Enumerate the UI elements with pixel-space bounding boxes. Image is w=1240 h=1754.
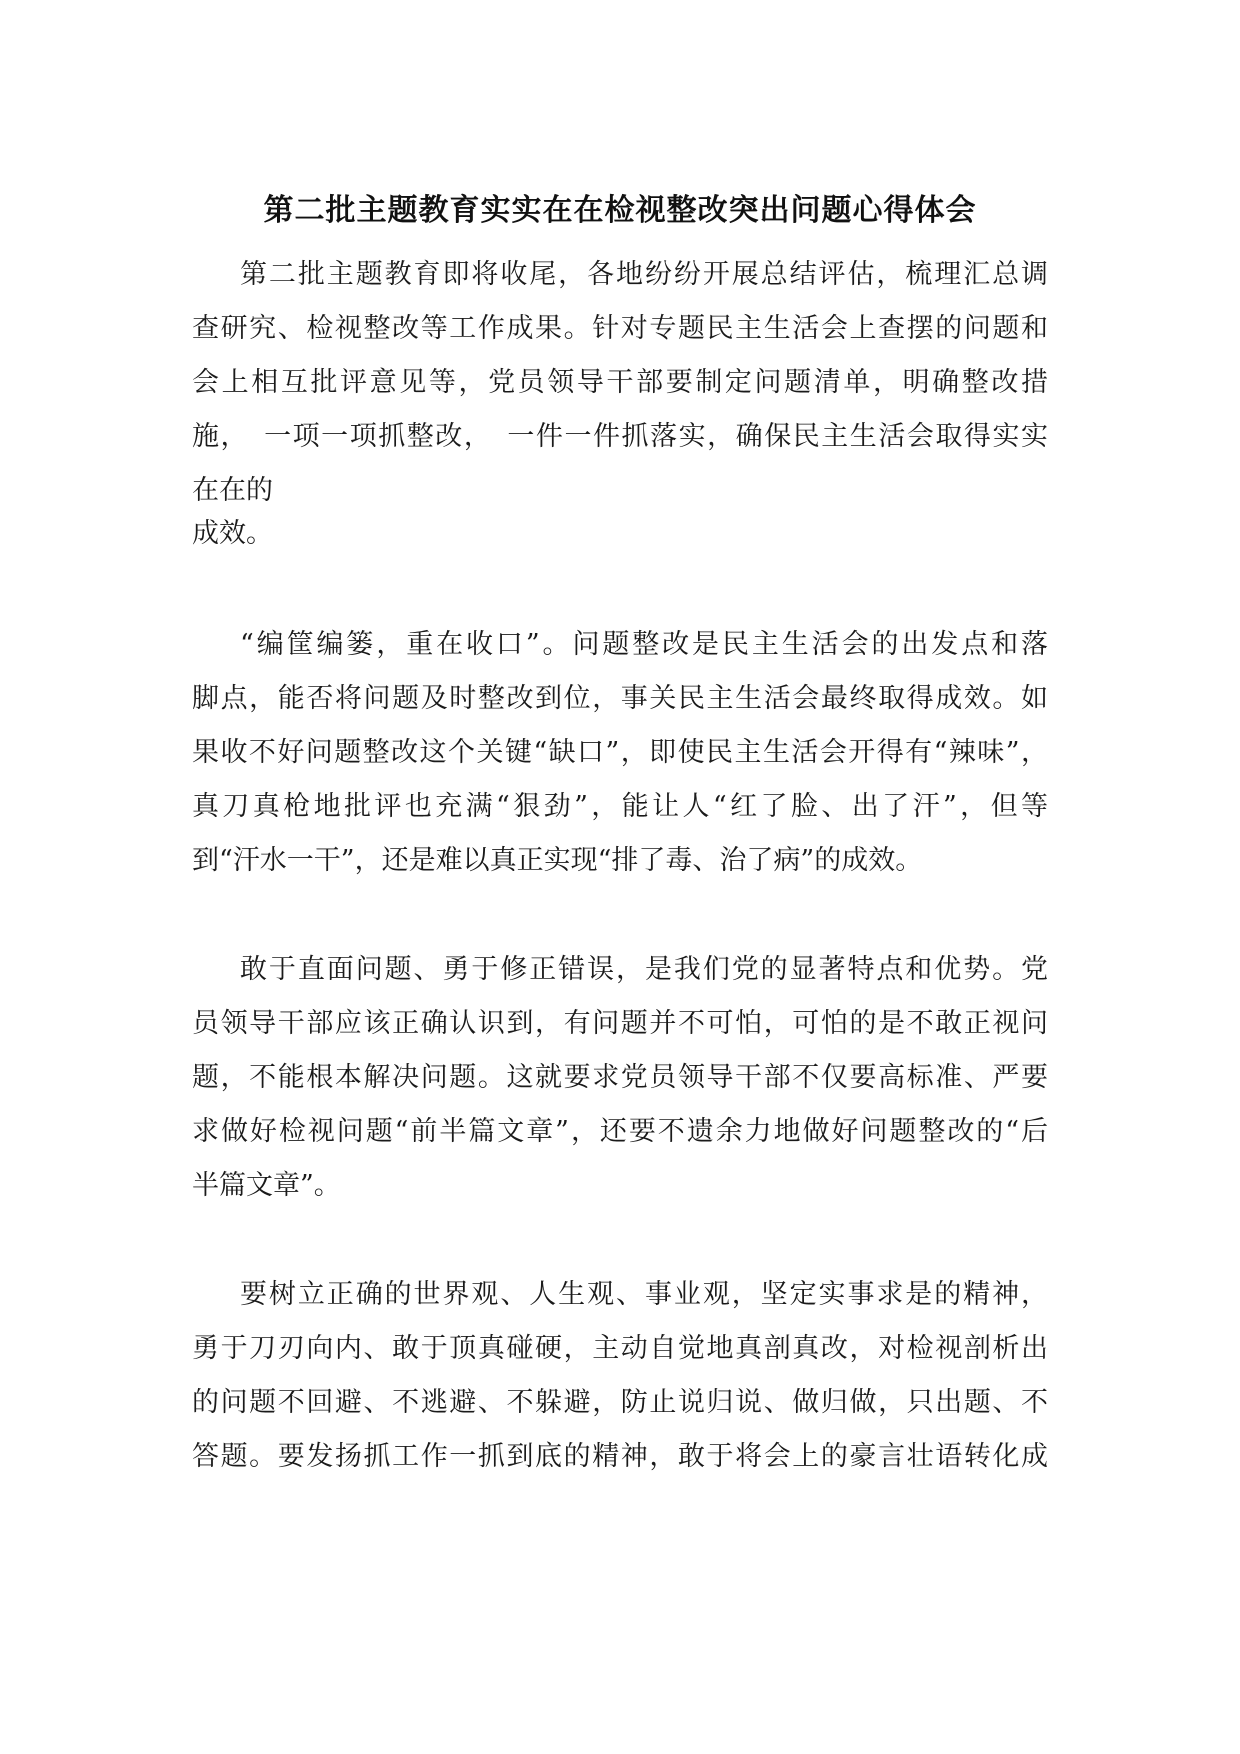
paragraph-1-line-5: 在在的 <box>192 475 273 506</box>
paragraph-4-line-3: 的问题不回避、不逃避、不躲避，防止说归说、做归做，只出题、不 <box>192 1387 1048 1418</box>
paragraph-4-line-4: 答题。要发扬抓工作一抓到底的精神，敢于将会上的豪言壮语转化成 <box>192 1441 1048 1472</box>
paragraph-2-line-2: 脚点，能否将问题及时整改到位，事关民主生活会最终取得成效。如 <box>192 683 1048 714</box>
paragraph-1-line-3: 会上相互批评意见等，党员领导干部要制定问题清单，明确整改措 <box>192 367 1048 398</box>
paragraph-2-line-5: 到“汗水一干”，还是难以真正实现“排了毒、治了病”的成效。 <box>192 845 923 876</box>
paragraph-2-line-4: 真刀真枪地批评也充满“狠劲”，能让人“红了脸、出了汗”，但等 <box>192 791 1048 822</box>
paragraph-3-line-4: 求做好检视问题“前半篇文章”，还要不遗余力地做好问题整改的“后 <box>192 1116 1048 1147</box>
paragraph-3-line-5: 半篇文章”。 <box>192 1170 341 1201</box>
paragraph-3-line-1: 敢于直面问题、勇于修正错误，是我们党的显著特点和优势。党 <box>240 954 1048 985</box>
paragraph-3-line-2: 员领导干部应该正确认识到，有问题并不可怕，可怕的是不敢正视问 <box>192 1008 1048 1039</box>
paragraph-3-line-3: 题，不能根本解决问题。这就要求党员领导干部不仅要高标准、严要 <box>192 1062 1048 1093</box>
document-title: 第二批主题教育实实在在检视整改突出问题心得体会 <box>263 193 977 228</box>
paragraph-4-line-1: 要树立正确的世界观、人生观、事业观，坚定实事求是的精神， <box>240 1279 1048 1310</box>
paragraph-1-line-4: 施， 一项一项抓整改， 一件一件抓落实，确保民主生活会取得实实 <box>192 421 1048 452</box>
paragraph-1-line-6: 成效。 <box>192 518 273 549</box>
paragraph-1-line-1: 第二批主题教育即将收尾，各地纷纷开展总结评估，梳理汇总调 <box>240 259 1048 290</box>
paragraph-2-line-3: 果收不好问题整改这个关键“缺口”，即使民主生活会开得有“辣味”， <box>192 737 1048 768</box>
paragraph-4-line-2: 勇于刀刃向内、敢于顶真碰硬，主动自觉地真剖真改，对检视剖析出 <box>192 1333 1048 1364</box>
paragraph-1-line-2: 查研究、检视整改等工作成果。针对专题民主生活会上查摆的问题和 <box>192 313 1048 344</box>
paragraph-2-line-1: “编筐编篓，重在收口”。问题整改是民主生活会的出发点和落 <box>240 629 1048 660</box>
